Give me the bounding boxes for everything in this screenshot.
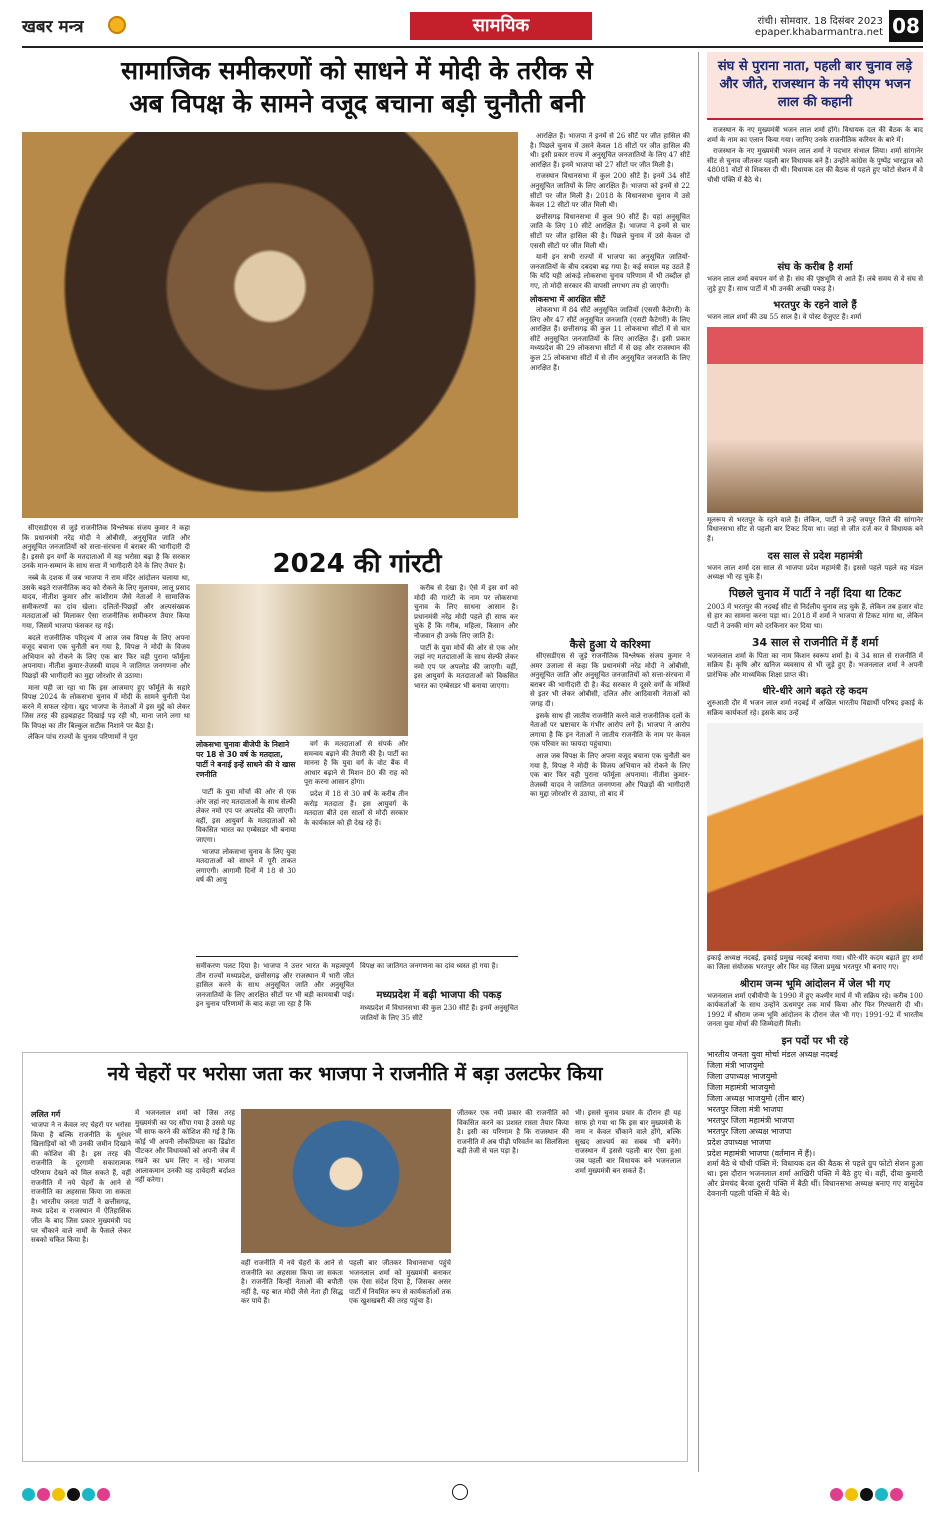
- date-line: रांची। सोमवार. 18 दिसंबर 2023: [757, 16, 883, 27]
- guarantee-para: पार्टी के युवा मोर्चा की ओर से एक ओर जहां नए मतदाताओं के साथ सेल्फी लेकर नमो एप पर अपलोड की जाएगी। वहीं, इस आयुवर्ग के मतदाताओं को विकसित भारत का एम्बेसडर भी बनाया जाएगा।: [196, 788, 296, 844]
- sidebar-heading-pichhle: पिछले चुनाव में पार्टी ने नहीं दिया था टिकट: [728, 586, 902, 600]
- sidebar-title: संघ से पुराना नाता, पहली बार चुनाव लड़े और जीते, राजस्थान के नये सीएम भजन लाल की कहानी: [707, 52, 923, 120]
- lead-left-para: नब्बे के दशक में जब भाजपा ने राम मंदिर आंदोलन चलाया था, उसके बढ़ते राजनीतिक कद को रोकने के लिए मुलायम, लालू प्रसाद यादव, नीतीश कुमार और कांशीराम जैसे नेताओं ने सामाजिक समीकरणों का दांव खेला। दलितों-पिछड़ों और अल्पसंख्यक मतदाताओं को मिलाकर ऐसा राजनीतिक समीकरण तैयार किया गया, जिसमें भाजपा फंसकर रह गई।: [22, 573, 190, 630]
- lead-right-para: यानी इन सभी राज्यों में भाजपा का अनुसूचित जातियों-जनजातियों के बीच दबदबा बढ़ गया है। कई सवाल यह उठते हैं कि यदि यही आंकड़े लोकसभा चुनाव परिणाम में भी तब्दील हो गए, तो मोदी सरकार की वापसी लगभग तय हो जाएगी।: [530, 253, 690, 290]
- guarantee-para: भाजपा लोकसभा चुनाव के लिए युवा मतदाताओं को साधने में पूरी ताकत लगाएगी। आगामी दिनों में 18 से 30 वर्ष की आयु: [196, 847, 296, 885]
- post-item: जिला उपाध्यक्ष भाजयुमो: [707, 1072, 778, 1082]
- dot: [97, 1488, 110, 1501]
- brand-emblem-icon: [108, 16, 126, 34]
- sidebar-heading-dhire: धीरे-धीरे आगे बढ़ते रहे कदम: [762, 686, 868, 698]
- dot: [845, 1488, 858, 1501]
- sidebar-text-shriram: भजनलाल शर्मा एबीवीपी के 1990 में हुए कश्मीर मार्च में भी सक्रिय रहे। करीब 100 कार्यकर्ताओं के साथ उन्होंने ऊधमपुर तक मार्च किया और फिर गिरफ्तारी दी थी। 1992 में श्रीराम जन्म भूमि आंदोलन के दौरान जेल भी गए। 1991-92 में भारतीय जनता युवा मोर्चा की जिम्मेदारी मिली।: [707, 991, 923, 1029]
- lead-right-para: आरक्षित हैं। भाजपा ने इनमें से 26 सीटें पर जीत हासिल की है। पिछले चुनाव में उसने केवल 18 सीटों पर जीत हासिल की थी। इसी प्रकार राज्य में अनुसूचित जनजातियों के लिए 47 सीटें आरक्षित हैं। इनमें भाजपा को 27 सीटों पर जीत मिली है।: [530, 132, 690, 169]
- lead-right-para: राजस्थान विधानसभा में कुल 200 सीटें हैं। इनमें 34 सीटें अनुसूचित जातियों के लिए आरक्षित हैं। भाजपा को इनमें से 22 सीटों पर जीत मिली है। 2018 के विधानसभा चुनाव में उसे केवल 12 सीटों पर जीत मिली थी।: [530, 172, 690, 210]
- lead-headline-line1: सामाजिक समीकरणों को साधने में मोदी के तरीक से: [121, 56, 593, 85]
- bottom-col2b: वहीं राजनीति में नये चेहरों के आने से राजनीति का अहसास किया जा सकता है। राजनीति किन्हीं नेताओं की बपौती नहीं है, यह बात मोदी जैसे नेता ही सिद्ध कर पाये हैं।: [241, 1259, 343, 1306]
- guarantee-caption: लोकसभा चुनावः बीजेपी के निशाने पर 18 से 30 वर्ष के मतदाता, पार्टी ने बनाई इन्हें साधने की ये खास रणनीति: [196, 740, 296, 779]
- lead-bottom-a: समीकरण पलट दिया है। भाजपा ने उत्तर भारत के महत्वपूर्ण तीन राज्यों मध्यप्रदेश, छत्तीसगढ़ और राजस्थान में भारी जीत हासिल करने के साथ अनुसूचित जाति और अनुसूचित जनजातियों के लिए आरक्षित सीटों पर भी बड़ी कामयाबी पाई। इन चुनाव परिणामों के बाद कहा जा रहा है कि: [196, 962, 354, 1009]
- sidebar-heading-34: 34 साल से राजनीति में हैं शर्मा: [751, 635, 879, 649]
- section-banner: सामयिक: [410, 12, 592, 40]
- sidebar-photo-2: [707, 723, 923, 951]
- kaise-para: सीएसडीएस से जुड़े राजनीतिक विश्लेषक संजय कुमार ने अमर उजाला से कहा कि प्रधानमंत्री नरेंद्र मोदी ने ओबीसी, अनुसूचित जाति और अनुसूचित जनजातियों को सत्ता-संरचना में बराबर की भागीदारी दी है। केंद्र सरकार में दूसरे वर्गों के मंत्रियों से इतर भी लेकर ओबीसी, दलित और आदिवासी नेताओं को जगह दी।: [530, 652, 690, 708]
- registration-mark-icon: [452, 1484, 468, 1500]
- lead-bottom-b: विपक्ष का जातिगत जनगणना का दांव ध्वस्त हो गया है।: [360, 962, 498, 970]
- post-item: जिला महामंत्री भाजयुमो: [707, 1083, 776, 1093]
- sidebar-text-34: भजनलाल शर्मा के पिता का नाम किशन स्वरूप शर्मा है। वे 34 साल से राजनीति में सक्रिय हैं। कृषि और खनिज व्यवसाय से भी जुड़े हुए हैं। भजनलाल शर्मा ने अपनी प्रारंभिक और माध्यमिक शिक्षा प्राप्त की।: [707, 651, 923, 679]
- kaise-text: [530, 652, 690, 1040]
- lead-right-column: [530, 132, 690, 630]
- guarantee-para: करीब से देखा है। ऐसे में इस वर्ग को मोदी की गारंटी के नाम पर लोकसभा चुनाव के लिए साधना आसान है। प्रधानमंत्री नरेंद्र मोदी पहले ही साफ कर चुके हैं कि गरीब, महिला, किसान और नौजवान ही उनके लिए जाति हैं।: [414, 584, 518, 640]
- sidebar-para: राजस्थान के नए मुख्यमंत्री भजन लाल शर्मा ने पदभार संभाल लिया। शर्मा सांगानेर सीट से चुनाव जीतकर पहली बार विधायक बने हैं। उन्होंने कांग्रेस के पुष्पेंद्र भारद्वाज को 48081 वोटों से शिकस्त दी थी। विधायक दल की बैठक से पहले हुए फोटो सेशन में वे चौथी पंक्ति में बैठे थे।: [707, 147, 923, 184]
- sidebar-heading-padon: इन पदों पर भी रहे: [781, 1036, 849, 1048]
- sidebar-photo-1: [707, 327, 923, 513]
- dot: [67, 1488, 80, 1501]
- guarantee-rule: [196, 956, 518, 957]
- sidebar-text-after: इकाई अध्यक्ष नदबई, इकाई प्रमुख नदबई बनाया गया। धीरे-धीरे कदम बढ़ाते हुए शर्मा का जिला संयोजक भरतपुर और फिर वह जिला प्रमुख भरतपुर भी बनाए गए।: [707, 953, 923, 972]
- lead-headline-line2: अब विपक्ष के सामने वजूद बचाना बड़ी चुनौती बनी: [129, 89, 585, 118]
- lead-right-para: छत्तीसगढ़ विधानसभा में कुल 90 सीटें हैं। यहां अनुसूचित जाति के लिए 10 सीटें आरक्षित हैं। भाजपा ने इनमें से चार सीटों पर जीत हासिल की है। पिछले चुनाव में उसे केवल दो एससी सीटों पर जीत मिली थी।: [530, 212, 690, 250]
- dot: [860, 1488, 873, 1501]
- sidebar-text-pichhle: 2003 में भरतपुर की नदबई सीट से निर्दलीय चुनाव लड़ चुके हैं, लेकिन तब हजार वोट से हार का सामना करना पड़ा था। 2018 में शर्मा ने भाजपा से टिकट मांगा था, लेकिन पार्टी ने उनकी मांग को दरकिनार कर दिया था।: [707, 602, 923, 630]
- lead-photo-modi: [22, 132, 518, 518]
- sidebar-intro: [707, 126, 923, 256]
- guarantee-col1: [196, 788, 296, 950]
- sidebar-text-bharatpur: भजन लाल शर्मा की उम्र 55 साल है। वे पोस्ट ग्रेजुएट हैं। शर्मा: [707, 313, 862, 322]
- lead-left-para: माना यही जा रहा था कि इस आजमाए हुए फॉर्मूले के सहारे विपक्ष 2024 के लोकसभा चुनाव में मोदी के सामने चुनौती पेश करने में सफल रहेगा। खुद भाजपा के नेताओं में इस मुद्दे को लेकर जिस तरह की हड़बड़ाहट दिखाई पड़ रही थी, माना जाने लगा था कि विपक्ष का तीर बिल्कुल सटीक निशाने पर बैठा है।: [22, 683, 190, 730]
- sidebar-text-dhire: शुरुआती दौर में भजन लाल शर्मा नदबई में अखिल भारतीय विद्यार्थी परिषद इकाई के सक्रिय कार्यकर्ता रहे। इसके बाद उन्हें: [707, 699, 923, 717]
- post-item: प्रदेश महामंत्री भाजपा (वर्तमान में हैं)।: [707, 1149, 816, 1159]
- dot: [830, 1488, 843, 1501]
- mp-text: मध्यप्रदेश में विधानसभा की कुल 230 सीटें हैं। इनमें अनुसूचित जातियों के लिए 35 सीटें: [360, 1004, 518, 1022]
- bottom-headline: नये चेहरों पर भरोसा जता कर भाजपा ने राजनीति में बड़ा उलटफेर किया: [107, 1063, 603, 1085]
- sidebar-heading-shriram: श्रीराम जन्म भूमि आंदोलन में जेल भी गए: [739, 978, 891, 990]
- masthead-rule: [22, 46, 923, 48]
- bottom-col4: जीतकर एक नयी प्रकार की राजनीति को विकसित करने का प्रशस्त रास्ता तैयार किया है। इसी का परिणाम है कि राजस्थान की राजनीति में अब पीढ़ी परिवर्तन का सिलसिला बड़ी तेजी से चल पड़ा है।: [457, 1109, 569, 1156]
- mp-heading: मध्यप्रदेश में बढ़ी भाजपा की पकड़: [376, 990, 502, 1001]
- sidebar-heading-bharatpur: भरतपुर के रहने वाले हैं: [773, 300, 857, 312]
- site-url[interactable]: epaper.khabarmantra.net: [754, 27, 883, 38]
- post-item: भरतपुर जिला महामंत्री भाजपा: [707, 1116, 795, 1126]
- bottom-col3b: पहली बार जीतकर विधानसभा पहुंचे भजनलाल शर्मा को मुख्यमंत्री बनाकर एक ऐसा संदेश दिया है, जिसका असर पार्टी में नियमित रूप से कार्यकर्ताओं तक एक खुशखबरी की तरह पहुंचा है।: [349, 1259, 451, 1306]
- dot: [52, 1488, 65, 1501]
- lead-right-subhead: लोकसभा में आरक्षित सीटें: [530, 294, 606, 304]
- lead-right-para: लोकसभा में 84 सीटें अनुसूचित जातियों (एससी कैटेगरी) के लिए और 47 सीटें अनुसूचित जनजाति (एसटी कैटेगरी) के लिए आरक्षित हैं। छत्तीसगढ़ की कुल 11 लोकसभा सीटों में से चार सीटें अनुसूचित जनजातियों के लिए आरक्षित हैं। इसी प्रकार मध्यप्रदेश की 29 लोकसभा सीटों में से छह और राजस्थान की कुल 25 लोकसभा सीटों में से तीन अनुसूचित जनजाति के लिए आरक्षित हैं।: [530, 306, 690, 372]
- guarantee-col3: [414, 584, 518, 950]
- byline: ललित गर्ग: [31, 1110, 61, 1119]
- lead-left-para: सीएसडीएस से जुड़े राजनीतिक विश्लेषक संजय कुमार ने कहा कि प्रधानमंत्री नरेंद्र मोदी ने ओबीसी, अनुसूचित जाति और अनुसूचित जनजातियों को सत्ता-संरचना में बराबर की भागीदारी दी है। इससे इन वर्गों के मतदाताओं में यह भरोसा बढ़ा है कि सरकार उनके मान-सम्मान के साथ सत्ता में भागीदारी देने के लिए तैयार है।: [22, 524, 190, 571]
- kaise-para: इसके साथ ही जातीय राजनीति करने वाले राजनीतिक दलों के नेताओं पर भ्रष्टाचार के गंभीर आरोप लगे हैं। भाजपा ने आरोप लगाया है कि इन नेताओं ने जातीय राजनीति के नाम पर केवल एक परिवार का फायदा पहुंचाया।: [530, 711, 690, 749]
- dot: [82, 1488, 95, 1501]
- guarantee-col2: [304, 740, 408, 950]
- sidebar-heading-das: दस साल से प्रदेश महामंत्री: [767, 550, 863, 562]
- post-item: भरतपुर जिला अध्यक्ष भाजपा: [707, 1127, 792, 1137]
- post-item: प्रदेश उपाध्यक्ष भाजपा: [707, 1138, 771, 1148]
- post-item: भरतपुर जिला मंत्री भाजपा: [707, 1105, 783, 1115]
- guarantee-para: प्रदेश में 18 से 30 वर्ष के करीब तीन करोड़ मतदाता हैं। इस आयुवर्ग के मतदाता बीते दस सालों से मोदी सरकार के कार्यकाल को ही देख रहे हैं।: [304, 789, 408, 827]
- sidebar-para: राजस्थान के नए मुख्यमंत्री भजन लाल शर्मा होंगे। विधायक दल की बैठक के बाद शर्मा के नाम का एलान किया गया। जानिए उनके राजनीतिक करियर के बारे में।: [707, 126, 923, 144]
- dot: [22, 1488, 35, 1501]
- page-number: 08: [889, 10, 923, 42]
- kaise-heading: कैसे हुआ ये करिश्मा: [569, 638, 651, 651]
- post-item: जिला मंत्री भाजयुमो: [707, 1061, 764, 1071]
- sidebar: [698, 52, 923, 1472]
- bottom-col1: भाजपा ने न केवल नए चेहरों पर भरोसा किया है बल्कि राजनीति के धुरंधर खिलाड़ियों को भी उनकी जमीन दिखाने की कोशिश की है। इस तरह की राजनीति के दूरगामी सकारात्मक परिणाम देखने को मिल सकते हैं, वहीं राजनीति में नये चेहरों के आने से राजनीति का अहसास किया जा सकता है। भारतीय जनता पार्टी ने छत्तीसगढ़, मध्य प्रदेश व राजस्थान में ऐतिहासिक जीत के बाद जिस प्रकार मुख्यमंत्री पद पर चौंकाने वाले नामों के फैसले लेकर सबको चकित किया है।: [31, 1121, 131, 1245]
- dot: [875, 1488, 888, 1501]
- sidebar-photo-caption: मूलरूप से भरतपुर के रहने वाले हैं। लेकिन, पार्टी ने उन्हें जयपुर जिले की सांगानेर विधानसभा सीट से पहली बार टिकट दिया था। जहां से जीत दर्ज कर वे विधायक बने हैं।: [707, 515, 923, 543]
- posts-list: [707, 1049, 923, 1159]
- lead-left-para: बदले राजनीतिक परिदृश्य में आज जब विपक्ष के लिए अपना वजूद बचाना एक चुनौती बन गया है, विपक्ष ने मोदी के विजय अभियान को रोकने के लिए एक बार फिर वही पुराना फॉर्मूला अपनाया। नीतीश कुमार-तेजस्वी यादव ने जातिगत जनगणना और पिछड़ों की भागीदारी का मुद्दा जोरशोर से उठाया।: [22, 633, 190, 680]
- sidebar-text-sangh: भजन लाल शर्मा बचपन वर्ग से हैं। संघ की पृष्ठभूमि से आते हैं। लंबे समय से वे संघ से जुड़े हुए हैं। साथ पार्टी में भी उनकी अच्छी पकड़ है।: [707, 275, 923, 293]
- guarantee-title: 2024 की गांरटी: [272, 549, 442, 579]
- bottom-photo: [241, 1109, 451, 1253]
- bottom-col2: में भजनलाल शर्मा को जिस तरह मुख्यमंत्री का पद सौंपा गया है उससे यह भी साफ करने की कोशिश की गई है कि कोई भी अपनी लोकप्रियता का ढिंढोरा पीटकर और विधायकों को अपनी जेब में रखने का भ्रम लिए न रहे। भाजपा आलाकमान उनकी यह दावेदारी बर्दाश्त नहीं करेगा।: [135, 1109, 235, 1185]
- lead-left-column: [22, 524, 190, 1040]
- dot: [890, 1488, 903, 1501]
- dot: [37, 1488, 50, 1501]
- lead-headline: [22, 54, 692, 120]
- footer-dots-left: [22, 1486, 112, 1505]
- sidebar-heading-sangh: संघ के करीब है शर्मा: [777, 262, 853, 273]
- post-item: जिला अध्यक्ष भाजयुमो (तीन बार): [707, 1094, 805, 1104]
- guarantee-para: वर्ग के मतदाताओं से संपर्क और समन्वय बढ़ाने की तैयारी की है। पार्टी का मानना है कि युवा वर्ग के वोट बैंक में आधार बढ़ाने से मिशन 80 की राह को पूरा करना आसान होगा।: [304, 740, 408, 787]
- kaise-para: आज जब विपक्ष के लिए अपना वजूद बचाना एक चुनौती बन गया है, विपक्ष ने मोदी के विजय अभियान को रोकने के लिए एक बार फिर वही पुराना फॉर्मूला अपनाया। नीतीश कुमार-तेजस्वी यादव ने जातिगत जनगणना और पिछड़ों की भागीदारी का मुद्दा जोरशोर से उठाया, तो बाद में: [530, 751, 690, 799]
- bottom-col5: भी। इससे चुनाव प्रचार के दौरान ही यह साफ हो गया था कि इस बार मुख्यमंत्री के नाम न केवल चौंकाने वाले होंगे, बल्कि सुखद आश्चर्य का सबब भी बनेंगे। राजस्थान में इससे पहली बार ऐसा हुआ जब पहली बार विधायक बने भजनलाल शर्मा मुख्यमंत्री बन सकते हैं।: [575, 1109, 681, 1175]
- sidebar-text-end: शर्मा बैठे थे चौथी पंक्ति में: विधायक दल की बैठक से पहले ग्रुप फोटो सेशन हुआ था। इस दौरान भजनलाल शर्मा आखिरी पंक्ति में बैठे हुए थे। वहीं, दीया कुमारी और प्रेमचंद बैरवा दूसरी पंक्ति में बैठी थीं। विधानसभा अध्यक्ष बनाए गए वासुदेव देवनानी पहली पंक्ति में बैठे थे।: [707, 1159, 923, 1199]
- bottom-story: [22, 1052, 688, 1462]
- brand-logo: खबर मन्त्र: [22, 17, 84, 37]
- masthead: [22, 10, 923, 44]
- guarantee-photo: [196, 584, 408, 736]
- sidebar-text-das: भजन लाल शर्मा दस साल से भाजपा प्रदेश महामंत्री हैं। इससे पहले पहले वह मंडल अध्यक्ष भी रह चुके हैं।: [707, 563, 923, 582]
- lead-left-para: लेकिन पांच राज्यों के चुनाव परिणामों ने पूरा: [28, 733, 138, 742]
- footer-dots-right: [830, 1486, 905, 1505]
- guarantee-para: पार्टी के युवा मोर्चे की ओर से एक ओर जहां नए मतदाताओं के साथ सेल्फी लेकर नमो एप पर अपलोड की जाएगी। वहीं, इस आयुवर्ग के मतदाताओं को विकसित भारत का एम्बेसडर भी बनाया जाएगा।: [414, 643, 518, 690]
- post-item: भारतीय जनता युवा मोर्चा मंडल अध्यक्ष नदबई: [707, 1050, 838, 1060]
